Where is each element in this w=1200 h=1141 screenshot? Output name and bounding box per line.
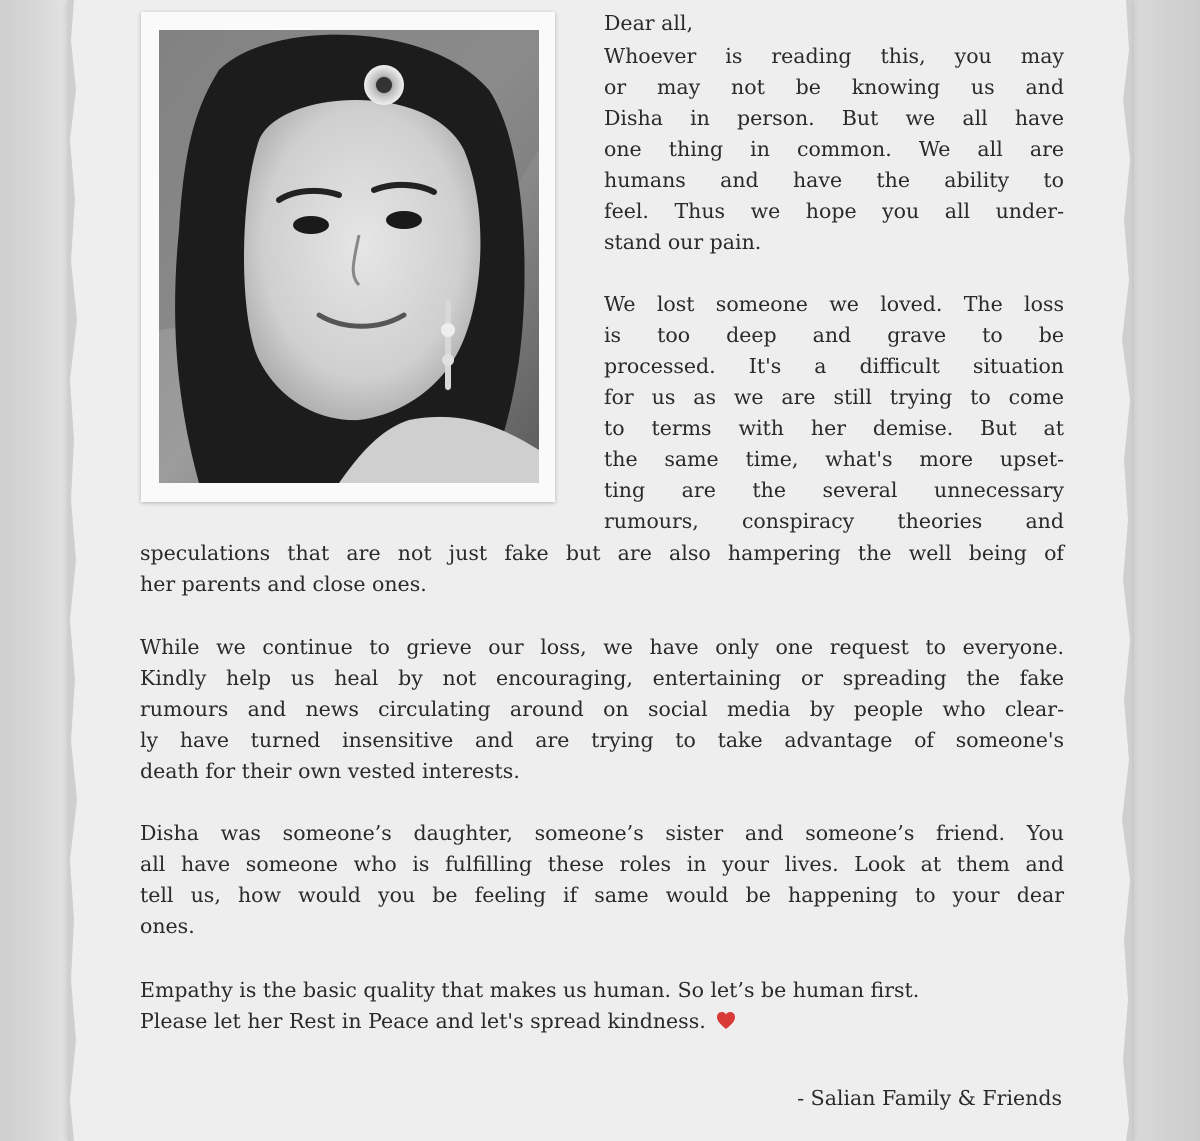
paper-torn-edge-right bbox=[1118, 0, 1132, 1141]
disha-line: tell us, how would you be feeling if same would be happening to your dear bbox=[140, 883, 1064, 907]
empathy-line: Please let her Rest in Peace and let's spread kindness. bbox=[140, 1009, 706, 1033]
intro-line: one thing in common. We all are bbox=[604, 137, 1064, 161]
portrait-photo bbox=[159, 30, 539, 483]
loss-line: rumours, conspiracy theories and bbox=[604, 509, 1064, 533]
photo-frame bbox=[141, 12, 555, 502]
disha-line: Disha was someone’s daughter, someone’s sister and someone’s friend. You bbox=[140, 821, 1064, 845]
request-line: Kindly help us heal by not encouraging, entertaining or spreading the fake bbox=[140, 666, 1064, 690]
loss-line: for us as we are still trying to come bbox=[604, 385, 1064, 409]
loss-line: her parents and close ones. bbox=[140, 572, 427, 596]
request-line: rumours and news circulating around on social media by people who clear- bbox=[140, 697, 1064, 721]
empathy-line-with-heart bbox=[140, 1006, 1064, 1037]
loss-line: to terms with her demise. But at bbox=[604, 416, 1064, 440]
loss-line: ting are the several unnecessary bbox=[604, 478, 1064, 502]
disha-line: all have someone who is fulfilling these roles in your lives. Look at them and bbox=[140, 852, 1064, 876]
intro-line: Whoever is reading this, you may bbox=[604, 44, 1064, 68]
loss-line: the same time, what's more upset- bbox=[604, 447, 1064, 471]
empathy-line: Empathy is the basic quality that makes us human. So let’s be human first. bbox=[140, 978, 920, 1002]
greeting: Dear all, bbox=[604, 11, 693, 35]
loss-line: processed. It's a difficult situation bbox=[604, 354, 1064, 378]
intro-line: humans and have the ability to bbox=[604, 168, 1064, 192]
paper-torn-edge-left bbox=[68, 0, 82, 1141]
request-line: ly have turned insensitive and are trying to take advantage of someone's bbox=[140, 728, 1064, 752]
intro-line: Disha in person. But we all have bbox=[604, 106, 1064, 130]
request-line: While we continue to grieve our loss, we have only one request to everyone. bbox=[140, 635, 1064, 659]
loss-line: We lost someone we loved. The loss bbox=[604, 292, 1064, 316]
intro-line: feel. Thus we hope you all under- bbox=[604, 199, 1064, 223]
loss-line: speculations that are not just fake but are also hampering the well being of bbox=[140, 541, 1064, 565]
disha-line: ones. bbox=[140, 914, 195, 938]
intro-line: or may not be knowing us and bbox=[604, 75, 1064, 99]
signature: - Salian Family & Friends bbox=[797, 1086, 1062, 1110]
request-line: death for their own vested interests. bbox=[140, 759, 520, 783]
loss-line: is too deep and grave to be bbox=[604, 323, 1064, 347]
intro-line: stand our pain. bbox=[604, 230, 762, 254]
heart-icon bbox=[716, 1011, 736, 1031]
